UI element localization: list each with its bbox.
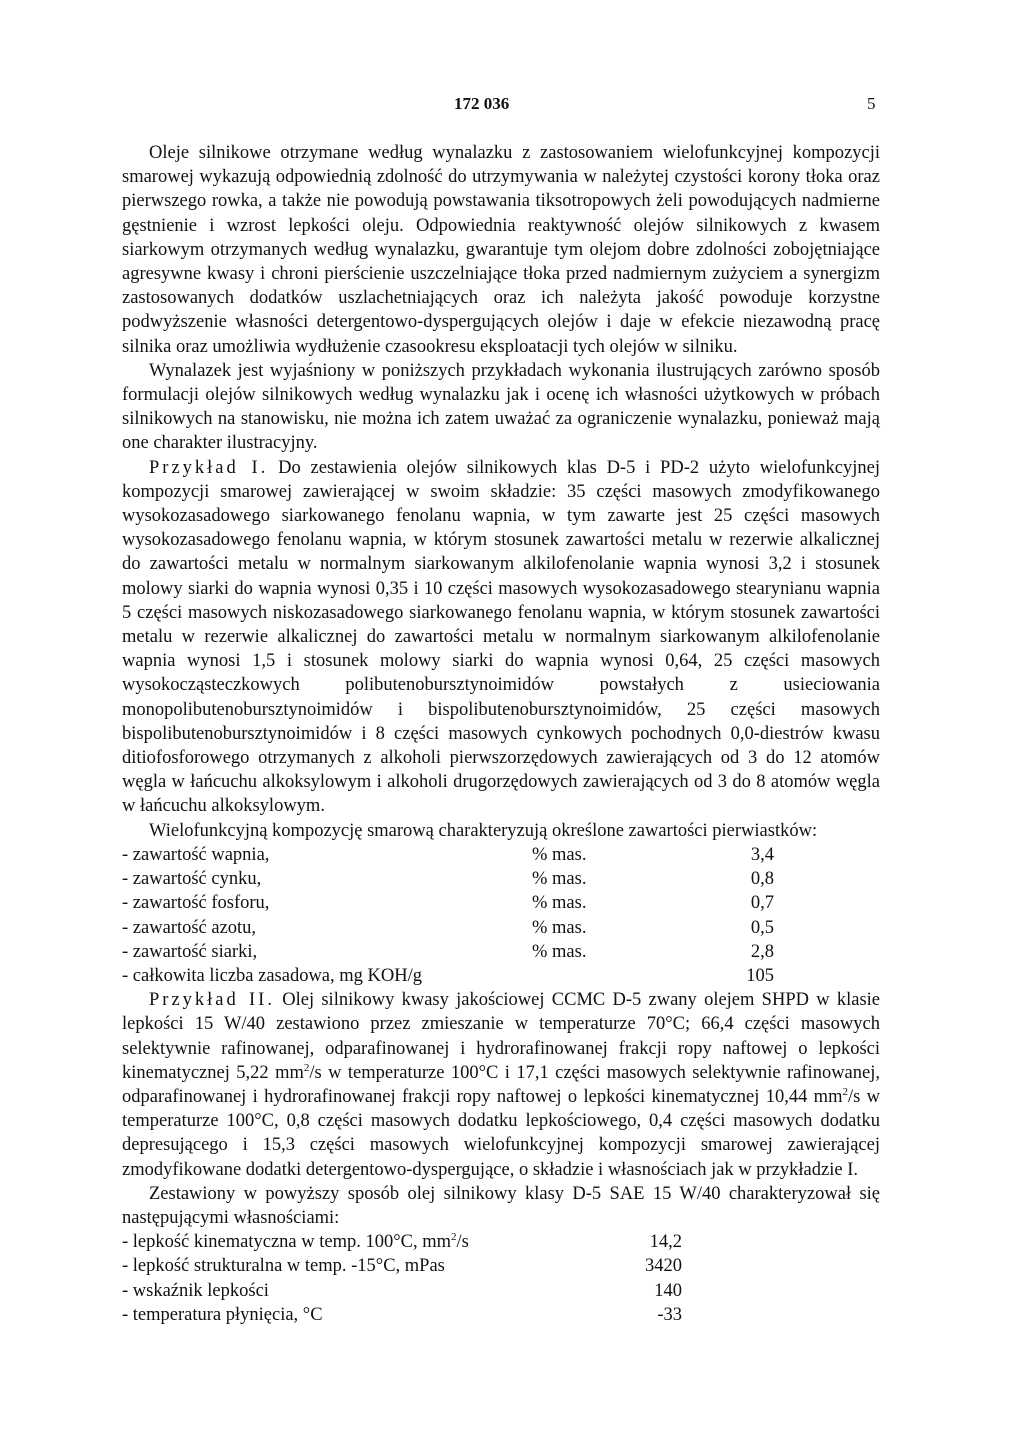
- element-value: 0,8: [750, 869, 774, 890]
- page-header: [0, 94, 1024, 118]
- element-name: - zawartość fosforu,: [122, 893, 270, 914]
- element-unit: [532, 964, 714, 988]
- property-value: 14,2: [649, 1232, 682, 1253]
- page-number: 5: [867, 94, 876, 113]
- property-value: 3420: [645, 1256, 682, 1277]
- document-body: [122, 141, 880, 1327]
- element-unit: % mas.: [532, 917, 587, 938]
- table-row: [122, 891, 774, 915]
- paragraph-intro: Oleje silnikowe otrzymane według wynalazku z zastosowaniem wielofunkcyjnej kompozycji smarowej wykazują odpowiednią zdolność do utrzymywania w należytej czystości korony tłoka oraz pierwszego rowka, a także nie powodują powstawania tiksotropowych żeli powodujących nadmierne gęstnienie i wzrost lepkości oleju. Odpowiednia reaktywność olejów silnikowych z kwasem siarkowym otrzymanych według wynalazku, gwarantuje tym olejom dobre zdolności zobojętniające agresywne kwasy i chroni pierścienie uszczelniające tłoka przed nadmiernym zużyciem a synergizm zastosowanych dodatków uszlachetniających oraz ich należyta jakość powoduje korzystne podwyższenie własności detergentowo-dyspergujących olejów i daje w efekcie niezawodną pracę silnika oraz umożliwia wydłużenie czasookresu eksploatacji tych olejów w silniku.: [122, 143, 880, 357]
- element-unit: % mas.: [532, 869, 587, 890]
- element-value: 105: [746, 965, 774, 986]
- properties-intro: Zestawiony w powyższy sposób olej silnikowy klasy D-5 SAE 15 W/40 charakteryzował się następującymi własnościami:: [122, 1183, 880, 1228]
- composition-table: [122, 843, 774, 988]
- element-unit: % mas.: [532, 893, 587, 914]
- table-row: [122, 867, 774, 891]
- example-1-paragraph: [122, 456, 880, 819]
- composition-intro: Wielofunkcyjną kompozycję smarową charakteryzują określone zawartości pierwiastków:: [149, 820, 818, 841]
- superscript: 2: [303, 1061, 310, 1074]
- element-value: 0,5: [750, 917, 774, 938]
- example-2-text-a: Olej silnikowy kwasy jakościowej CCMC D-5 zwany olejem SHPD w klasie lepkości 15 W/40 zestawiono przez zmieszanie w temperaturze 70°C; 66,4 części masowych selektywnie rafinowanej, odparafinowanej i hydrorafinowanej frakcji ropy naftowej o lepkości kinematycznej 5,22 mm: [122, 990, 881, 1083]
- property-name: [122, 1279, 582, 1303]
- element-value: 0,7: [750, 893, 774, 914]
- table-row: [122, 964, 774, 988]
- patent-number: 172 036: [454, 94, 510, 113]
- example-2-paragraph: [122, 988, 880, 1182]
- element-value: 3,4: [750, 844, 774, 865]
- property-name: [122, 1230, 582, 1254]
- property-value: 140: [654, 1280, 682, 1301]
- table-row: [122, 1230, 682, 1254]
- element-unit: % mas.: [532, 941, 587, 962]
- table-row: [122, 940, 774, 964]
- paragraph-explanation: Wynalazek jest wyjaśniony w poniższych przykładach wykonania ilustrujących zarówno sposób formulacji olejów silnikowych według wynalazku jak i ocenę ich własności użytkowych w próbach silnikowych na stanowisku, nie można ich zatem uważać za ograniczenie wynalazku, ponieważ mają one charakter ilustracyjny.: [122, 360, 880, 454]
- property-value: -33: [657, 1304, 682, 1325]
- example-2-text-b: /s w temperaturze 100°C i 17,1 części masowych selektywnie rafinowanej, odparafinowanej i hydrorafinowanej frakcji ropy naftowej o lepkości kinematycznej 10,44 mm: [122, 1062, 880, 1107]
- element-name: - całkowita liczba zasadowa, mg KOH/g: [122, 965, 423, 986]
- element-name: - zawartość siarki,: [122, 941, 258, 962]
- property-name-suffix: /s: [456, 1232, 469, 1253]
- example-2-label: Przykład II.: [149, 990, 275, 1011]
- properties-table: [122, 1230, 682, 1327]
- property-name: [122, 1254, 582, 1278]
- example-1-label: Przykład I.: [149, 457, 269, 478]
- table-row: [122, 843, 774, 867]
- example-2-text-c: /s w temperaturze 100°C, 0,8 części masowych dodatku lepkościowego, 0,4 części masowych dodatku depresującego i 15,3 części masowych wielofunkcyjnej kompozycji smarowej zawierającej zmodyfikowane dodatki detergentowo-dyspergujące, o składzie i własnościach jak w przykładzie I.: [122, 1086, 881, 1180]
- element-name: - zawartość azotu,: [122, 917, 257, 938]
- element-unit: % mas.: [532, 844, 587, 865]
- table-row: [122, 1303, 682, 1327]
- element-name: - zawartość wapnia,: [122, 844, 270, 865]
- property-name-text: - lepkość kinematyczna w temp. 100°C, mm: [122, 1232, 452, 1253]
- property-name-text: - wskaźnik lepkości: [122, 1280, 269, 1301]
- property-name-text: - lepkość strukturalna w temp. -15°C, mPas: [122, 1256, 445, 1277]
- element-value: 2,8: [750, 941, 774, 962]
- property-name-text: - temperatura płynięcia, °C: [122, 1304, 323, 1325]
- superscript: 2: [842, 1085, 848, 1098]
- element-name: - zawartość cynku,: [122, 869, 262, 890]
- superscript: 2: [451, 1230, 457, 1243]
- table-row: [122, 916, 774, 940]
- table-row: [122, 1254, 682, 1278]
- example-1-text: Do zestawienia olejów silnikowych klas D-5 i PD-2 użyto wielofunkcyjnej kompozycji smarowej zawierającej w swoim składzie: 35 części masowych zmodyfikowanego wysokozasadowego siarkowanego fenolanu wapnia, w tym zawarte jest 25 części masowych wysokozasadowego fenolanu wapnia, w którym stosunek zawartości metalu w rezerwie alkalicznej do zawartości metalu w normalnym siarkowanym alkilofenolanie wapnia wynosi 3,2 i stosunek molowy siarki do wapnia wynosi 0,35 i 10 części masowych wysokozasadowego stearynianu wapnia 5 części masowych niskozasadowego siarkowanego fenolanu wapnia, w którym stosunek zawartości metalu w rezerwie alkalicznej do zawartości metalu w normalnym siarkowanym alkilofenolanie wapnia wynosi 1,5 i stosunek molowy siarki do wapnia wynosi 0,64, 25 części masowych wysokocząsteczkowych polibutenobursztynoimidów powstałych z usieciowania monopolibutenobursztynoimidów i bispolibutenobursztynoimidów, 25 części masowych bispolibutenobursztynoimidów i 8 części masowych cynkowych pochodnych 0,0-diestrów kwasu ditiofosforowego otrzymanych z alkoholi pierwszorzędowych zawierających od 3 do 12 atomów węgla w łańcuchu alkoksylowym i alkoholi drugorzędowych zawierających od 3 do 8 atomów węgla w łańcuchu alkoksylowym.: [122, 457, 880, 817]
- table-row: [122, 1279, 682, 1303]
- property-name: [122, 1303, 582, 1327]
